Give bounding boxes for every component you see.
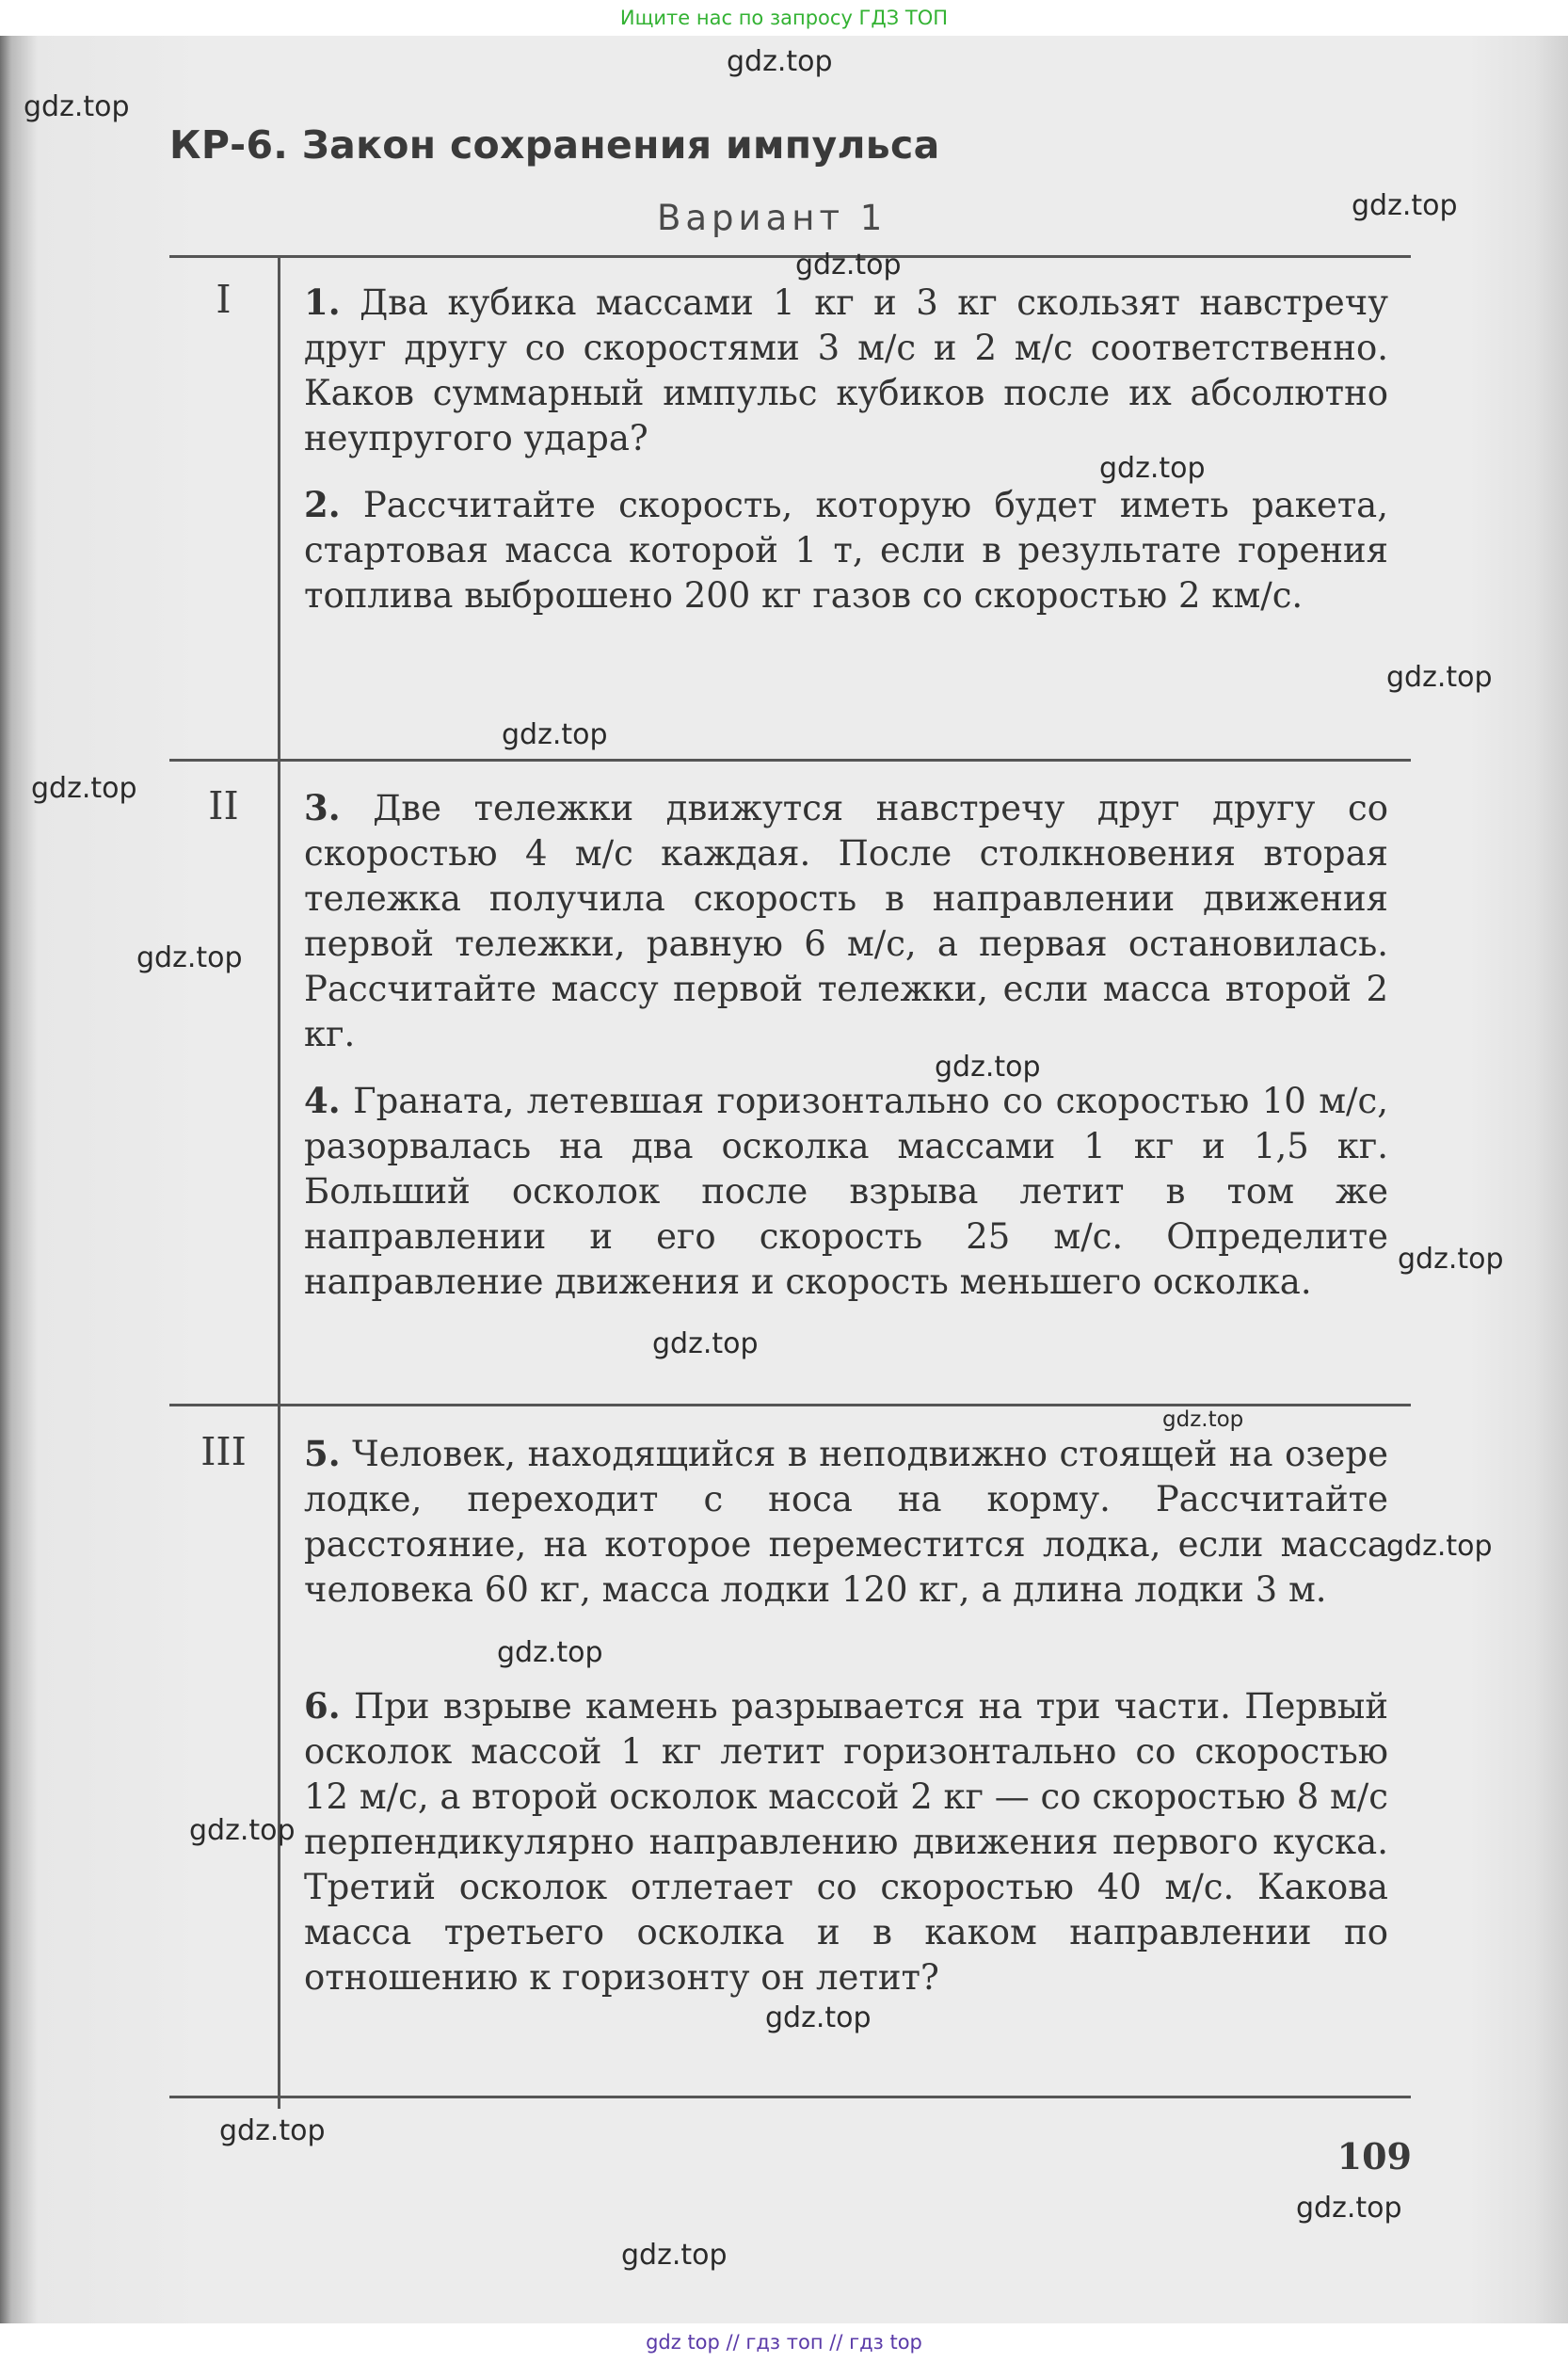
task-2 (304, 482, 1388, 619)
watermark-text: gdz.top (1352, 189, 1458, 222)
watermark-text: gdz.top (1386, 1530, 1493, 1563)
watermark-text: gdz.top (621, 2239, 728, 2272)
level-divider-2 (169, 1404, 1411, 1406)
watermark-text: gdz.top (497, 1636, 603, 1669)
task-4 (304, 1078, 1388, 1305)
task-number: 4. (304, 1080, 341, 1121)
watermark-text: gdz.top (1296, 2192, 1402, 2225)
watermark-text: gdz.top (1162, 1407, 1244, 1432)
watermark-text: gdz.top (502, 718, 608, 751)
table-top-border (169, 255, 1411, 258)
level-label-2: II (208, 783, 239, 828)
watermark-text: gdz.top (795, 249, 902, 281)
watermark-text: gdz.top (1099, 452, 1206, 485)
level-label-3: III (200, 1429, 247, 1474)
level-label-1: I (216, 277, 232, 322)
watermark-text: gdz.top (136, 941, 243, 974)
watermark-text: gdz.top (1386, 661, 1493, 694)
task-6 (304, 1683, 1388, 2000)
task-text: Два кубика массами 1 кг и 3 кг скользят навстречу друг другу со скоростями 3 м/с и 2 м/с соответственно. Каков суммарный импульс кубиков после их абсолютно неупругого удара? (304, 282, 1388, 458)
page-number: 109 (1336, 2135, 1412, 2177)
bottom-banner-link[interactable]: gdz top // гдз топ // гдз top (646, 2331, 922, 2354)
task-3 (304, 785, 1388, 1057)
task-text: Рассчитайте скорость, которую будет иметь ракета, стартовая масса которой 1 т, если в результате горения топлива выброшено 200 кг газов со скоростью 2 км/с. (304, 485, 1388, 616)
watermark-text: gdz.top (727, 45, 833, 78)
task-text: При взрыве камень разрывается на три части. Первый осколок массой 1 кг летит горизонтально со скоростью 12 м/с, а второй осколок массой 2 кг — со скоростью 8 м/с перпендикулярно направлению движения первого куска. Третий осколок отлетает со скоростью 40 м/с. Какова масса третьего осколка и в каком направлении по отношению к горизонту он летит? (304, 1686, 1388, 1998)
task-text: Граната, летевшая горизонтально со скоростью 10 м/с, разорвалась на два осколка массами 1 кг и 1,5 кг. Больший осколок после взрыва летит в том же направлении и его скорость 25 м/с. Определите направление движения и скорость меньшего осколка. (304, 1081, 1388, 1302)
watermark-text: gdz.top (219, 2114, 326, 2147)
task-number: 6. (304, 1685, 341, 1727)
task-number: 3. (304, 787, 341, 828)
task-number: 1. (304, 281, 341, 323)
page-title: КР-6. Закон сохранения импульса (169, 122, 940, 168)
table-bottom-border (169, 2096, 1411, 2098)
top-banner-link[interactable]: Ищите нас по запросу ГДЗ ТОП (619, 7, 949, 29)
watermark-text: gdz.top (31, 772, 137, 805)
task-1 (304, 280, 1388, 461)
task-text: Две тележки движутся навстречу друг другу со скоростью 4 м/с каждая. После столкновения вторая тележка получила скорость в направлении движения первой тележки, равную 6 м/с, а первая остановилась. Рассчитайте массу первой тележки, если масса второй 2 кг. (304, 788, 1388, 1054)
task-text: Человек, находящийся в неподвижно стоящей на озере лодке, переходит с носа на корму. Рассчитайте расстояние, на которое переместится лодка, если масса человека 60 кг, масса лодки 120 кг, а длина лодки 3 м. (304, 1434, 1388, 1610)
task-5 (304, 1431, 1388, 1613)
watermark-text: gdz.top (189, 1814, 296, 1847)
watermark-text: gdz.top (24, 90, 130, 123)
watermark-text: gdz.top (765, 2001, 872, 2034)
watermark-text: gdz.top (652, 1327, 759, 1360)
level-divider-1 (169, 759, 1411, 762)
watermark-text: gdz.top (1398, 1243, 1504, 1276)
variant-heading: Вариант 1 (657, 198, 888, 238)
task-number: 5. (304, 1433, 341, 1474)
scanned-page (0, 36, 1568, 2323)
task-number: 2. (304, 484, 341, 525)
watermark-text: gdz.top (935, 1051, 1041, 1084)
